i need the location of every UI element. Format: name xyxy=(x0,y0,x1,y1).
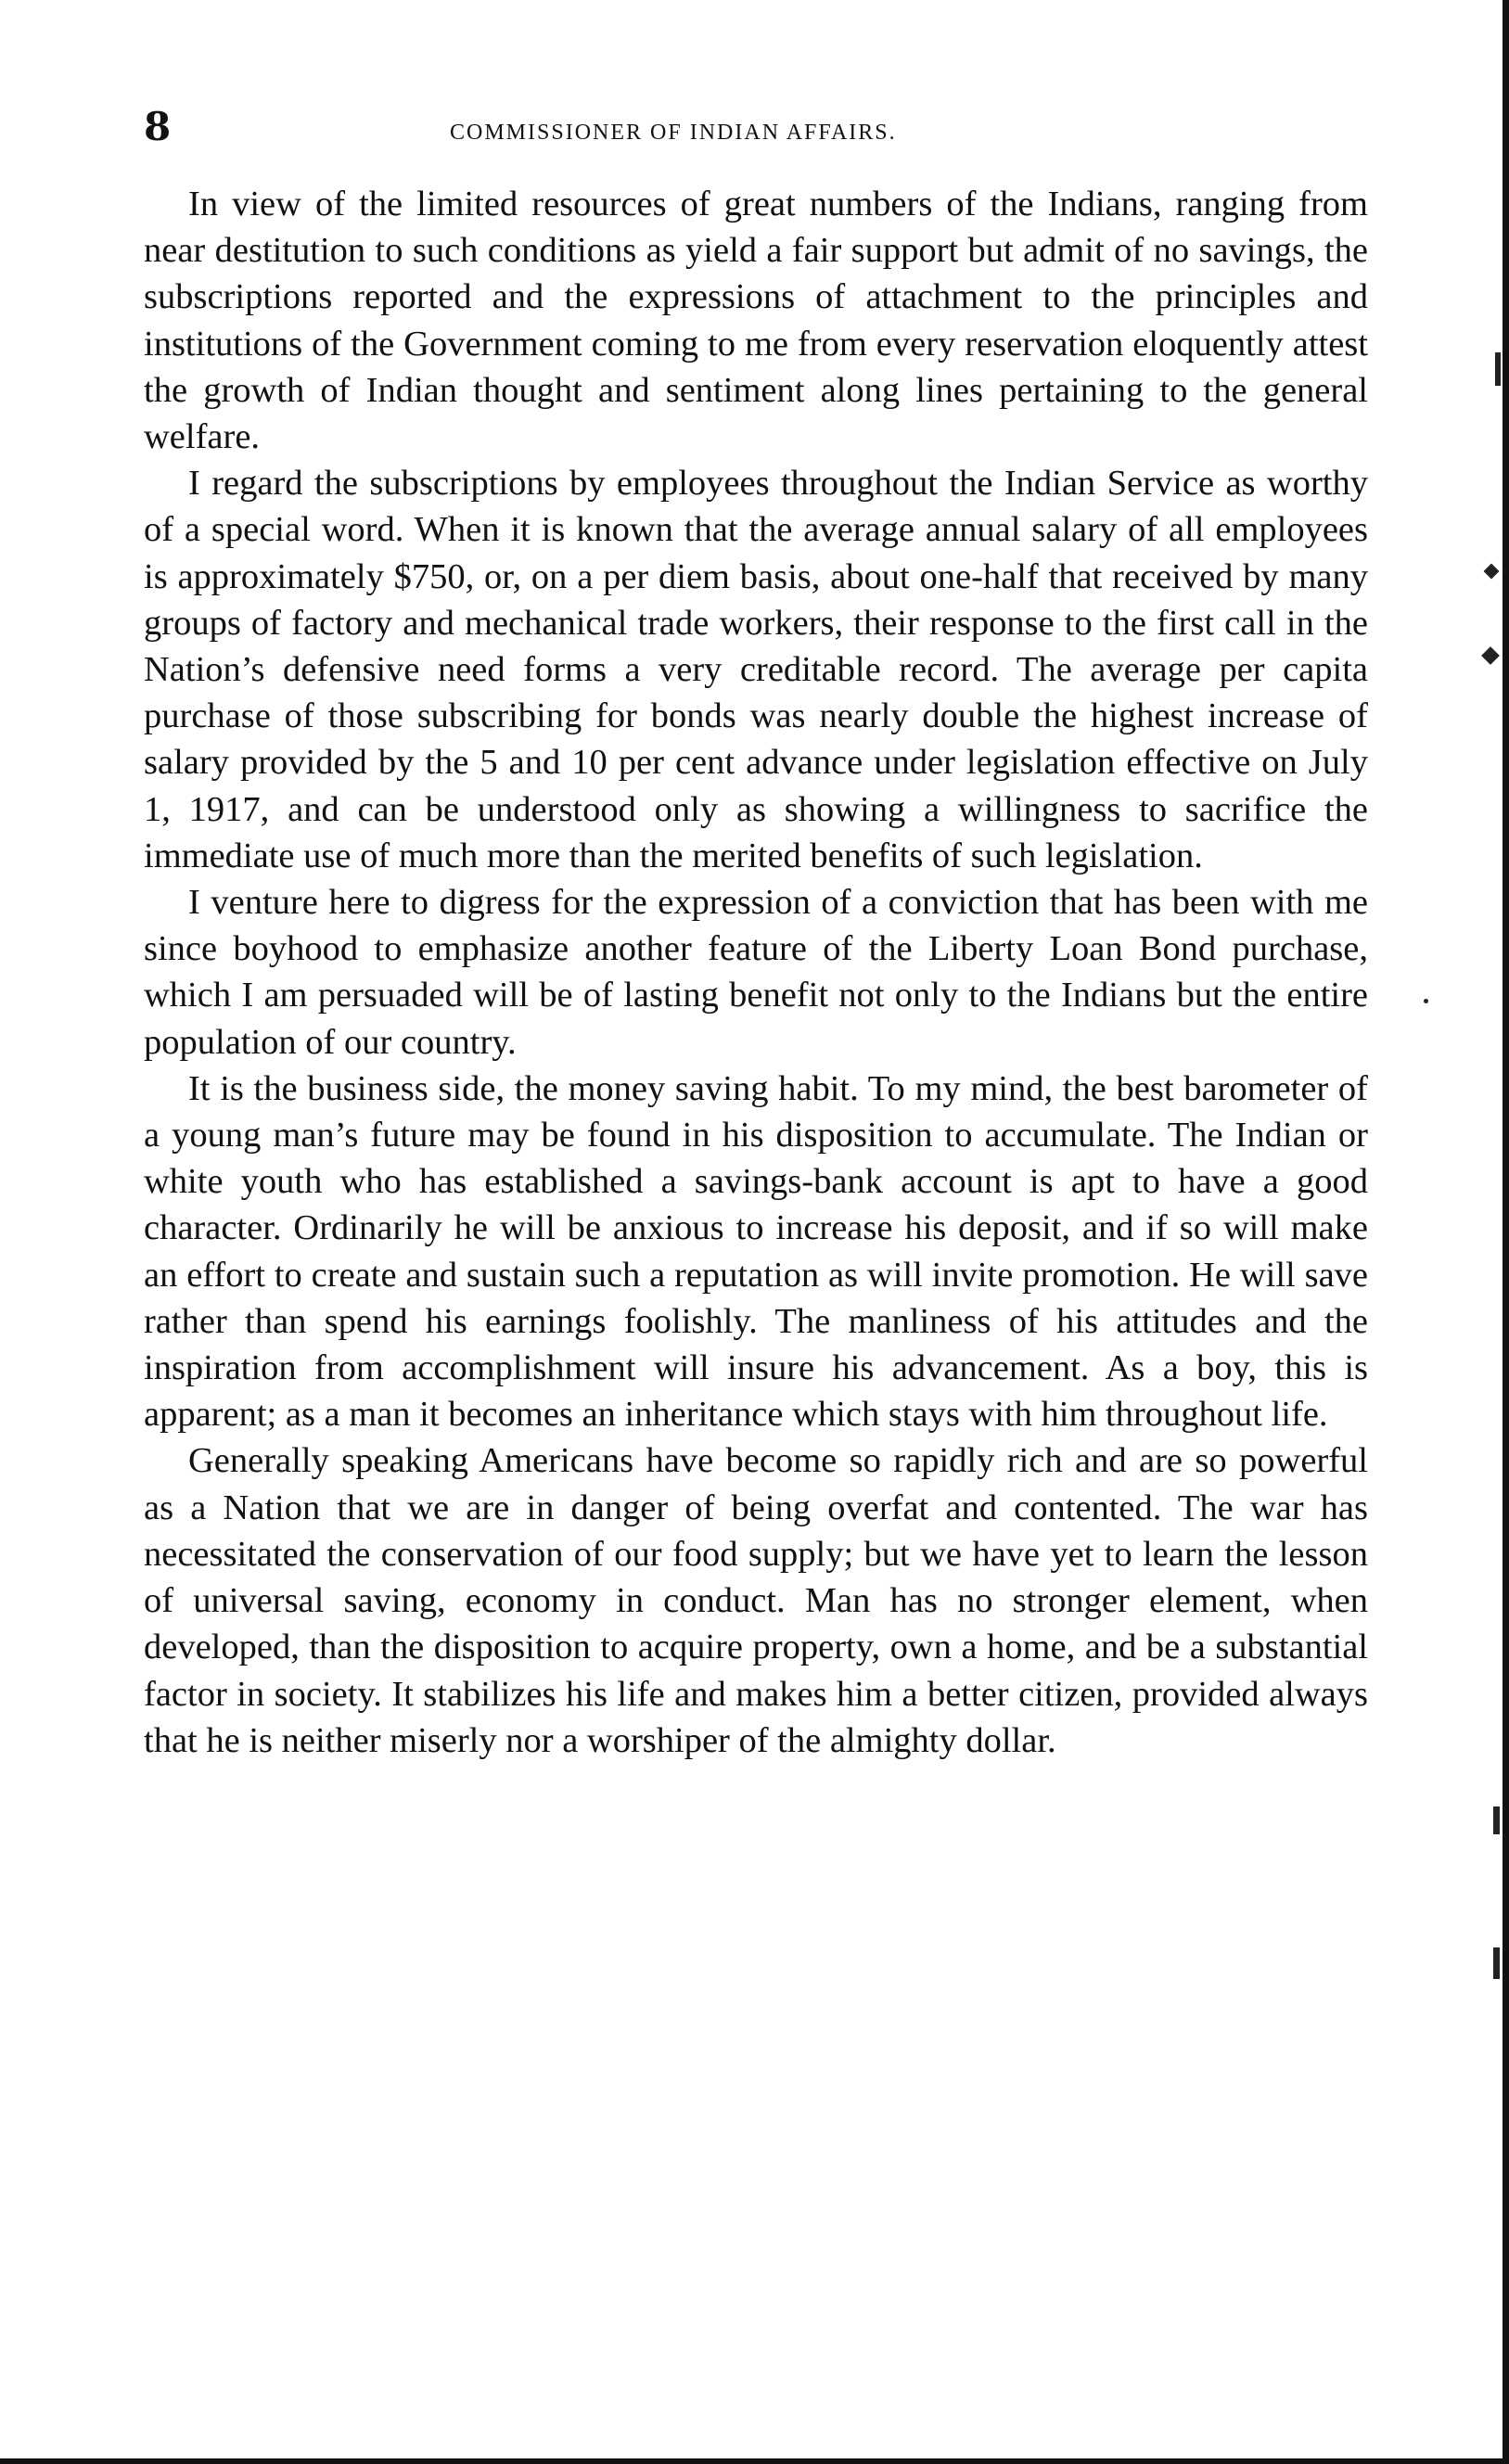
page-right-edge xyxy=(1503,0,1509,2464)
page-header xyxy=(144,104,1368,160)
paragraph: I regard the subscriptions by employees throughout the Indian Service as worthy of a special word. When it is known that the average annual salary of all employees is approximately $750, or, on a per diem basis, about one-half that received by many groups of factory and mechanical trade workers, their response to the first call in the Nation’s defensive need forms a very creditable record. The average per capita purchase of those subscribing for bonds was nearly double the highest increase of salary provided by the 5 and 10 per cent advance under legislation effective on July 1, 1917, and can be understood only as showing a willingness to sacrifice the immediate use of much more than the merited benefits of such legislation. xyxy=(144,464,1368,875)
margin-mark xyxy=(1493,1807,1500,1834)
paragraph: I venture here to digress for the expression of a conviction that has been with me since boyhood to emphasize another feature of the Liberty Loan Bond purchase, which I am persuaded will be of lasting benefit not only to the Indians but the entire population of our country. xyxy=(144,883,1368,1062)
margin-mark xyxy=(1481,646,1500,665)
margin-mark xyxy=(1424,999,1428,1003)
body-text xyxy=(144,181,1368,1764)
paragraph: Generally speaking Americans have become so rapidly rich and are so powerful as a Nation that we are in danger of being overfat and contented. The war has necessitated the conservation of our food supply; but we have yet to learn the lesson of universal saving, economy in conduct. Man has no stronger element, when developed, than the disposition to acquire property, own a home, and be a substantial factor in society. It stabilizes his life and makes him a better citizen, provided always that he is neither miserly nor a worshiper of the almighty dollar. xyxy=(144,1441,1368,1760)
page-bottom-edge xyxy=(0,2458,1509,2464)
page-number: 8 xyxy=(144,104,172,149)
margin-mark xyxy=(1495,352,1501,386)
paragraph: In view of the limited resources of great numbers of the Indians, ranging from near destitution to such conditions as yield a fair support but admit of no savings, the subscriptions reported and the expressions of attachment to the principles and institutions of the Government coming to me from every reservation eloquently attest the growth of Indian thought and sentiment along lines pertaining to the general welfare. xyxy=(144,185,1368,457)
margin-mark xyxy=(1493,1947,1500,1979)
paragraph: It is the business side, the money saving habit. To my mind, the best barometer of a young man’s future may be found in his disposition to accumulate. The Indian or white youth who has established a savings-bank account is apt to have a good character. Ordinarily he will be anxious to increase his deposit, and if so will make an effort to create and sustain such a reputation as will invite promotion. He will save rather than spend his earnings foolishly. The manliness of his attitudes and the inspiration from accomplishment will insure his advancement. As a boy, this is apparent; as a man it becomes an inheritance which stays with him throughout life. xyxy=(144,1068,1368,1435)
margin-mark xyxy=(1484,564,1500,580)
running-head: COMMISSIONER OF INDIAN AFFAIRS. xyxy=(450,121,897,145)
